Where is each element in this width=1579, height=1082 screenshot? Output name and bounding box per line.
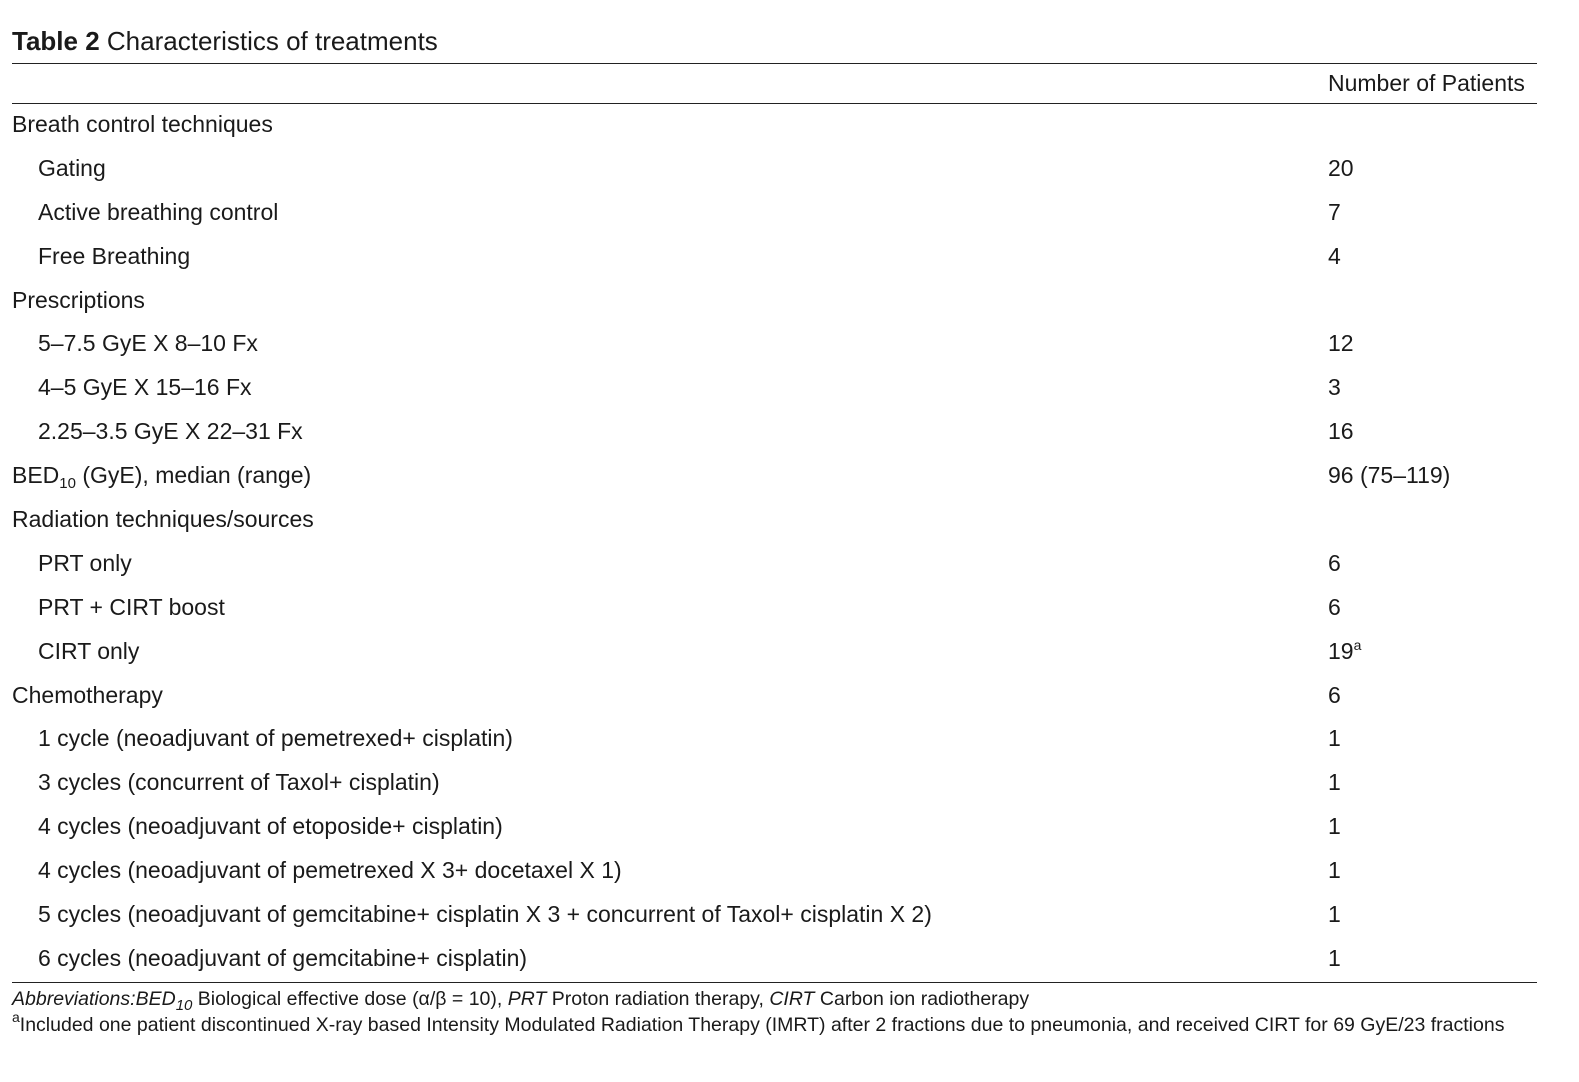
- row-value: 1: [1328, 857, 1341, 884]
- row-label: 6 cycles (neoadjuvant of gemcitabine+ cisplatin): [38, 944, 528, 971]
- row-label: Breath control techniques: [12, 111, 273, 137]
- abbr-cirt-def: Carbon ion radiotherapy: [814, 988, 1030, 1010]
- table-row: [12, 454, 1537, 498]
- row-label: 5–7.5 GyE X 8–10 Fx: [38, 330, 258, 357]
- abbr-prt: PRT: [507, 988, 547, 1010]
- row-value: 6: [1328, 549, 1341, 576]
- table-row: [12, 586, 1537, 630]
- row-value: 4: [1328, 242, 1341, 269]
- row-label: Radiation techniques/sources: [12, 506, 314, 533]
- table-row: [12, 761, 1537, 805]
- abbr-bed: $BED_{10}$: [135, 988, 193, 1014]
- table-row: [12, 191, 1537, 235]
- bottom-rule: [12, 982, 1537, 983]
- row-label: 1 cycle (neoadjuvant of pemetrexed+ cisplatin): [38, 725, 513, 752]
- row-value: 1: [1328, 901, 1341, 928]
- table-row: [12, 849, 1537, 893]
- row-value: 1: [1328, 769, 1341, 796]
- table-row: [12, 147, 1537, 191]
- row-label: PRT + CIRT boost: [38, 593, 225, 620]
- row-value: 12: [1328, 330, 1354, 357]
- row-value: 96 (75–119): [1328, 462, 1451, 489]
- table-row: [12, 630, 1537, 674]
- table-row: [12, 498, 1537, 542]
- row-label: Free Breathing: [38, 242, 191, 269]
- row-value: 6: [1328, 681, 1341, 708]
- row-label: 5 cycles (neoadjuvant of gemcitabine+ cisplatin X 3 + concurrent of Taxol+ cisplatin X 2): [38, 901, 932, 928]
- table-row: [12, 235, 1537, 279]
- row-label: PRT only: [38, 549, 132, 576]
- table-row: [12, 103, 1537, 147]
- table-row: [12, 410, 1537, 454]
- table-title: [12, 24, 438, 58]
- row-value: 1: [1328, 944, 1341, 971]
- row-label: 4 cycles (neoadjuvant of pemetrexed X 3+ docetaxel X 1): [38, 857, 622, 884]
- footnote-marker: a: [12, 1009, 20, 1025]
- row-label: 2.25–3.5 GyE X 22–31 Fx: [38, 418, 303, 445]
- table-row: [12, 717, 1537, 761]
- table-row: [12, 279, 1537, 323]
- table-row: [12, 893, 1537, 937]
- table-body: [12, 103, 1537, 981]
- row-label: 4 cycles (neoadjuvant of etoposide+ cisplatin): [38, 813, 503, 840]
- row-label: Gating: [38, 154, 106, 181]
- row-value: 20: [1328, 154, 1354, 181]
- table-row: [12, 542, 1537, 586]
- row-value: 7: [1328, 198, 1341, 225]
- table-row: [12, 674, 1537, 718]
- row-label: Active breathing control: [38, 198, 279, 225]
- column-header-number-of-patients: Number of Patients: [1328, 70, 1525, 96]
- row-label: 4–5 GyE X 15–16 Fx: [38, 374, 252, 401]
- abbr-prefix: Abbreviations:: [12, 988, 136, 1010]
- row-value: 1: [1328, 813, 1341, 840]
- abbr-cirt: CIRT: [769, 988, 815, 1010]
- table-row: [12, 366, 1537, 410]
- row-value: 1: [1328, 725, 1341, 752]
- abbr-prt-def: Proton radiation therapy,: [546, 988, 770, 1010]
- top-rule: [12, 63, 1537, 64]
- table-row: [12, 937, 1537, 981]
- row-value: 3: [1328, 374, 1341, 401]
- abbr-bed-def: Biological effective dose (α/β = 10),: [192, 988, 508, 1010]
- row-value: 19$^a$: [1328, 636, 1362, 664]
- row-label: CIRT only: [38, 637, 140, 664]
- footnote-a: [12, 1009, 1537, 1038]
- row-label: Chemotherapy: [12, 681, 163, 708]
- footnote-text: Included one patient discontinued X-ray based Intensity Modulated Radiation Therapy (IMRT) after 2 fractions due to pneumonia, and received CIRT for 69 GyE/23 fractions: [19, 1014, 1505, 1036]
- row-label: 3 cycles (concurrent of Taxol+ cisplatin): [38, 769, 440, 796]
- table-row: [12, 805, 1537, 849]
- table-row: [12, 322, 1537, 366]
- table-label: Table 2: [12, 26, 100, 56]
- table-footnotes: [12, 986, 1537, 1038]
- row-label: Prescriptions: [12, 286, 145, 313]
- row-value: 6: [1328, 593, 1341, 620]
- row-value: 16: [1328, 418, 1354, 445]
- abbreviations-note: [12, 986, 1537, 1012]
- table-caption: Characteristics of treatments: [106, 26, 438, 56]
- row-label: $BED_{10}$ (GyE), median (range): [12, 462, 312, 493]
